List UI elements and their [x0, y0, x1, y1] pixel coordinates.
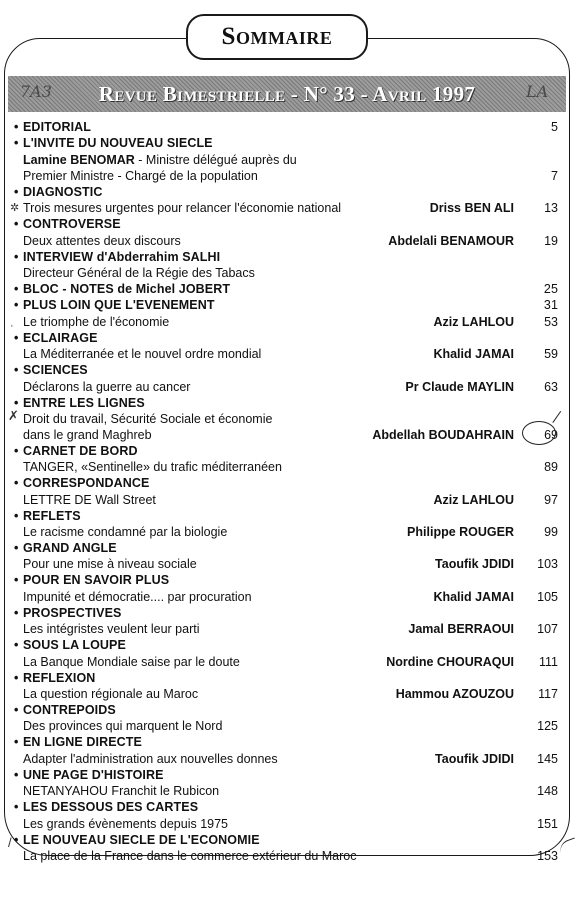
toc-line	[14, 201, 558, 217]
page-number: 89	[544, 460, 558, 475]
article-title: Le triomphe de l'économie	[23, 314, 170, 329]
article-title: Directeur Général de la Régie des Tabacs	[23, 265, 255, 280]
page-number: 148	[537, 784, 558, 799]
toc-entry	[14, 185, 558, 217]
page-number: 153	[537, 848, 558, 863]
toc-heading	[14, 573, 558, 589]
page-number: 117	[538, 687, 558, 702]
bullet-icon: •	[14, 330, 19, 345]
toc-line	[14, 622, 558, 638]
toc-line	[14, 590, 558, 606]
toc-heading	[14, 800, 558, 816]
bullet-icon: •	[14, 703, 19, 718]
author-name: Aziz LAHLOU	[433, 492, 514, 507]
toc-line	[14, 655, 558, 671]
bullet-icon: •	[14, 670, 19, 685]
toc-heading	[14, 396, 558, 412]
toc-heading	[14, 476, 558, 492]
author-name: Pr Claude MAYLIN	[405, 379, 514, 394]
page-number: 19	[544, 233, 558, 248]
author-name: Jamal BERRAOUI	[408, 622, 514, 637]
article-title: Adapter l'administration aux nouvelles donnes	[23, 751, 278, 766]
section-title: REFLETS	[23, 508, 81, 523]
hand-circle-mark	[522, 421, 556, 445]
toc-entry	[14, 217, 558, 249]
bullet-icon: •	[14, 573, 19, 588]
bullet-icon: •	[14, 363, 19, 378]
article-title: La Méditerranée et le nouvel ordre mondial	[23, 347, 262, 362]
page-number: 13	[544, 201, 558, 216]
article-title: Deux attentes deux discours	[23, 233, 181, 248]
section-title: LES DESSOUS DES CARTES	[23, 800, 199, 815]
toc-entry	[14, 250, 558, 282]
toc-line	[14, 493, 558, 509]
section-title: POUR EN SAVOIR PLUS	[23, 573, 170, 588]
section-title: INTERVIEW d'Abderrahim SALHI	[23, 249, 221, 264]
page-number: 31	[543, 298, 558, 313]
author-name: Khalid JAMAI	[433, 347, 514, 362]
banner-text: Revue Bimestrielle - N° 33 - Avril 1997	[98, 81, 476, 106]
section-title: REFLEXION	[23, 670, 96, 685]
toc-heading	[14, 509, 558, 525]
issue-banner	[8, 76, 566, 112]
section-title: UNE PAGE D'HISTOIRE	[23, 767, 164, 782]
author-name: Taoufik JDIDI	[435, 751, 514, 766]
author-name: Taoufik JDIDI	[435, 557, 514, 572]
bullet-icon: •	[14, 395, 19, 410]
toc-line	[14, 849, 558, 865]
article-title: Pour une mise à niveau sociale	[23, 557, 197, 572]
toc-heading	[14, 185, 558, 201]
page-title: Sommaire	[221, 23, 333, 50]
toc-line	[14, 428, 558, 444]
page-number: 105	[537, 589, 558, 604]
toc-entry	[14, 331, 558, 363]
page-number: 97	[544, 492, 558, 507]
section-title: CONTROVERSE	[23, 217, 121, 232]
section-title: PLUS LOIN QUE L'EVENEMENT	[23, 298, 215, 313]
margin-dot-icon: ·	[10, 320, 14, 332]
toc-entry	[14, 136, 558, 184]
page-number: 145	[537, 751, 558, 766]
toc-heading	[14, 331, 558, 347]
article-title: La question régionale au Maroc	[23, 687, 199, 702]
bullet-icon: •	[14, 184, 19, 199]
toc-entry	[14, 573, 558, 605]
page-number: 125	[537, 719, 558, 734]
toc-line	[14, 347, 558, 363]
article-title: Les intégristes veulent leur parti	[23, 622, 200, 637]
toc-entry	[14, 735, 558, 767]
toc-line	[14, 460, 558, 476]
bullet-icon: •	[14, 120, 19, 134]
article-title: dans le grand Maghreb	[23, 427, 152, 442]
section-title: EDITORIAL	[23, 120, 92, 134]
handwritten-note-right: LA	[526, 82, 549, 101]
bullet-icon: •	[14, 541, 19, 556]
bullet-icon: •	[14, 638, 19, 653]
bullet-icon: •	[14, 800, 19, 815]
toc-entry	[14, 800, 558, 832]
toc-line	[14, 687, 558, 703]
toc-heading	[14, 136, 558, 152]
toc-entry	[14, 671, 558, 703]
toc-line	[14, 315, 558, 331]
article-title: LETTRE DE Wall Street	[23, 492, 156, 507]
toc-entry	[14, 703, 558, 735]
article-title: Le racisme condamné par la biologie	[23, 525, 228, 540]
page-number: 25	[543, 281, 558, 296]
guest-role: - Ministre délégué auprès du	[134, 152, 297, 167]
page-number: 99	[544, 525, 558, 540]
bullet-icon: •	[14, 298, 19, 313]
toc-entry	[14, 541, 558, 573]
author-name: Aziz LAHLOU	[433, 314, 514, 329]
article-title: Droit du travail, Sécurité Sociale et économie	[23, 411, 273, 426]
toc-line	[14, 412, 558, 428]
article-title: Des provinces qui marquent le Nord	[23, 719, 223, 734]
bullet-icon: •	[14, 249, 19, 264]
section-title: GRAND ANGLE	[23, 541, 117, 556]
author-name: Philippe ROUGER	[407, 525, 514, 540]
toc-heading	[14, 444, 558, 460]
table-of-contents	[14, 120, 558, 865]
section-title: L'INVITE DU NOUVEAU SIECLE	[23, 136, 213, 151]
page-number: 111	[538, 654, 558, 669]
title-box	[186, 14, 368, 60]
toc-line	[14, 557, 558, 573]
margin-star-icon: ✲	[10, 202, 20, 214]
section-title: SOUS LA LOUPE	[23, 638, 126, 653]
section-title: ENTRE LES LIGNES	[23, 395, 145, 410]
bullet-icon: •	[14, 767, 19, 782]
guest-name: Lamine BENOMAR	[23, 152, 135, 167]
toc-entry	[14, 298, 558, 330]
toc-heading	[14, 282, 558, 298]
toc-entry	[14, 638, 558, 670]
toc-heading	[14, 671, 558, 687]
article-title: La Banque Mondiale saise par le doute	[23, 654, 240, 669]
article-title: NETANYAHOU Franchit le Rubicon	[23, 784, 220, 799]
article-title: Premier Ministre - Chargé de la population	[23, 168, 258, 183]
page-number: 7	[551, 168, 558, 183]
section-title: CORRESPONDANCE	[23, 476, 150, 491]
section-title: CARNET DE BORD	[23, 443, 138, 458]
article-title: Les grands évènements depuis 1975	[23, 816, 229, 831]
toc-line	[14, 817, 558, 833]
author-name: Khalid JAMAI	[433, 589, 514, 604]
toc-line	[14, 234, 558, 250]
toc-entry	[14, 396, 558, 444]
section-title: EN LIGNE DIRECTE	[23, 735, 142, 750]
bullet-icon: •	[14, 136, 19, 151]
section-title: LE NOUVEAU SIECLE DE L'ECONOMIE	[23, 832, 260, 847]
toc-line	[14, 752, 558, 768]
bullet-icon: •	[14, 508, 19, 523]
section-title: CONTREPOIDS	[23, 703, 116, 718]
toc-entry	[14, 476, 558, 508]
bullet-icon: •	[14, 476, 19, 491]
author-name: Abdellah BOUDAHRAIN	[372, 427, 514, 442]
toc-heading	[14, 703, 558, 719]
article-title: Déclarons la guerre au cancer	[23, 379, 191, 394]
margin-cross-icon: ✗	[8, 408, 19, 423]
author-name: Hammou AZOUZOU	[395, 687, 514, 702]
handwritten-note-left: 7A3	[20, 82, 52, 101]
toc-heading	[14, 298, 558, 314]
article-title: TANGER, «Sentinelle» du trafic méditerranéen	[23, 460, 282, 475]
page-number: 151	[537, 816, 558, 831]
toc-heading	[14, 833, 558, 849]
toc-entry	[14, 444, 558, 476]
toc-heading	[14, 363, 558, 379]
toc-entry	[14, 120, 558, 136]
toc-heading	[14, 120, 558, 136]
article-title: La place de la France dans le commerce extérieur du Maroc	[23, 848, 357, 863]
page-number: 69	[544, 427, 558, 442]
toc-line	[14, 784, 558, 800]
toc-heading	[14, 541, 558, 557]
author-name: Abdelali BENAMOUR	[388, 233, 514, 248]
toc-line	[14, 266, 558, 282]
toc-line	[14, 153, 558, 169]
section-title: DIAGNOSTIC	[23, 184, 103, 199]
bullet-icon: •	[14, 217, 19, 232]
section-title: PROSPECTIVES	[23, 605, 122, 620]
toc-entry	[14, 282, 558, 298]
page-number: 107	[537, 622, 558, 637]
article-title	[14, 153, 297, 167]
page-number: 103	[537, 557, 558, 572]
bullet-icon: •	[14, 605, 19, 620]
article-title: Impunité et démocratie.... par procuration	[23, 589, 252, 604]
section-title: ECLAIRAGE	[23, 330, 98, 345]
toc-entry	[14, 363, 558, 395]
toc-entry	[14, 606, 558, 638]
toc-heading	[14, 638, 558, 654]
section-title: BLOC - NOTES de Michel JOBERT	[23, 281, 231, 296]
page-number: 5	[550, 120, 558, 134]
article-title: Trois mesures urgentes pour relancer l'économie national	[23, 201, 342, 216]
page-number: 53	[544, 314, 558, 329]
toc-line	[14, 525, 558, 541]
toc-heading	[14, 735, 558, 751]
toc-line	[14, 719, 558, 735]
toc-line	[14, 380, 558, 396]
toc-line	[14, 169, 558, 185]
toc-heading	[14, 217, 558, 233]
toc-heading	[14, 606, 558, 622]
toc-entry	[14, 768, 558, 800]
margin-slash-icon: /	[8, 835, 12, 850]
page-number: 63	[544, 379, 558, 394]
bullet-icon: •	[14, 443, 19, 458]
bullet-icon: •	[14, 735, 19, 750]
toc-entry	[14, 509, 558, 541]
toc-heading	[14, 250, 558, 266]
page-number: 59	[544, 347, 558, 362]
bullet-icon: •	[14, 281, 19, 296]
toc-entry	[14, 833, 558, 865]
author-name: Nordine CHOURAQUI	[386, 654, 514, 669]
section-title: SCIENCES	[23, 363, 88, 378]
author-name: Driss BEN ALI	[429, 201, 514, 216]
toc-heading	[14, 768, 558, 784]
bullet-icon: •	[14, 832, 19, 847]
